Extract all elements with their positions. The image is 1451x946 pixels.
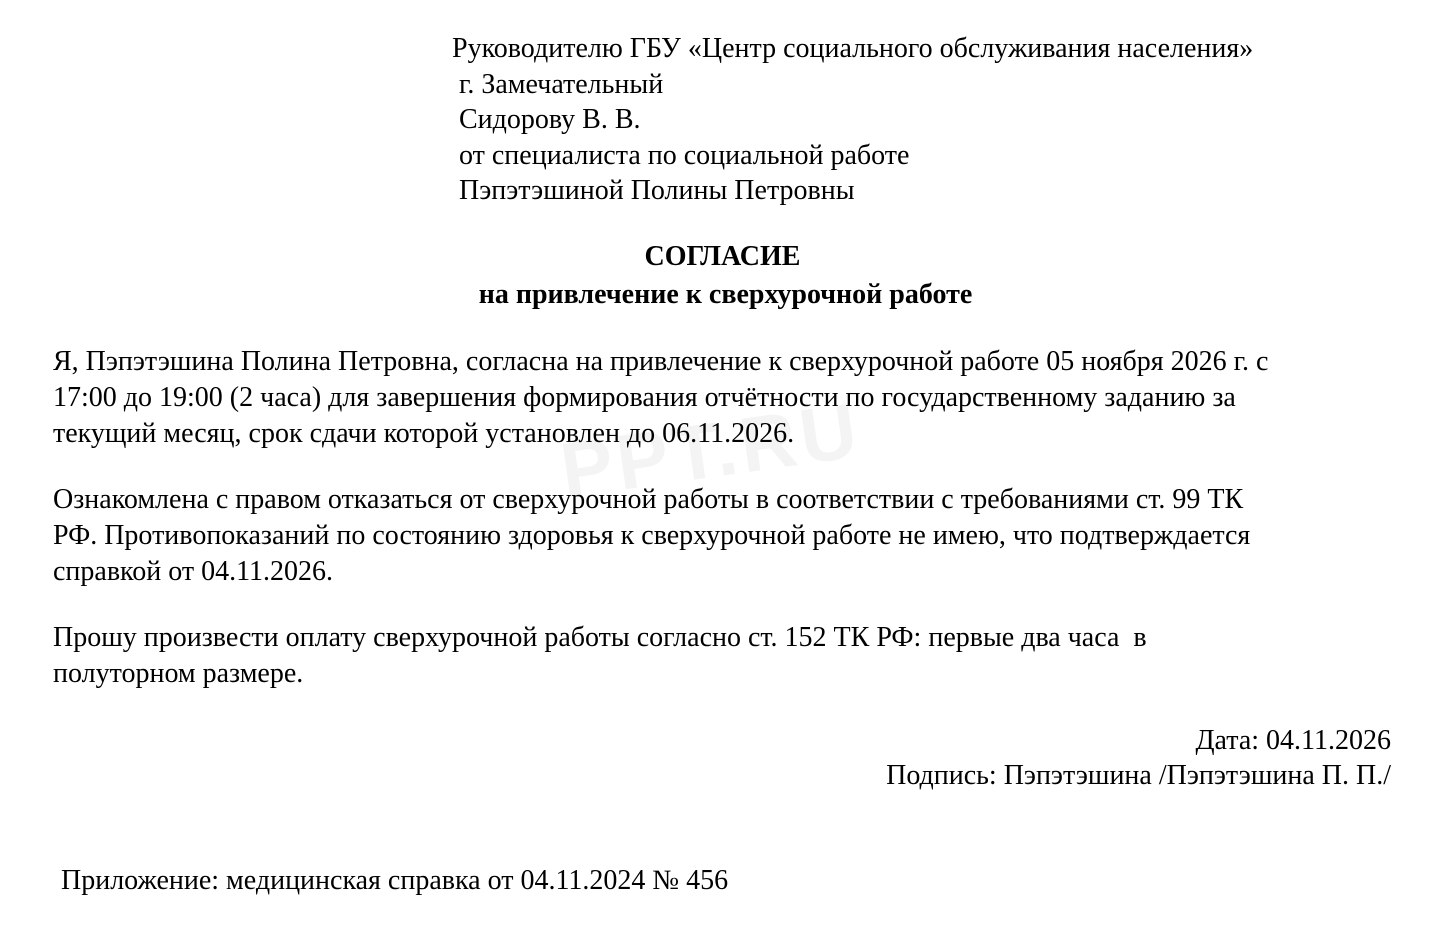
document-subtitle: на привлечение к сверхурочной работе [478, 279, 973, 310]
paragraph-payment-request [53, 620, 1398, 692]
paragraph-line: Ознакомлена с правом отказаться от сверхурочной работы в соответствии с требованиями ст. 99 ТК [53, 484, 1244, 515]
signature-line: Подпись: Пэпэтэшина /Пэпэтэшина П. П./ [886, 760, 1391, 791]
paragraph-consent [53, 344, 1398, 452]
paragraph-acknowledgement [53, 482, 1398, 590]
paragraph-line: РФ. Противопоказаний по состоянию здоровья к сверхурочной работе не имею, что подтверждается [53, 520, 1251, 551]
paragraph-line: полуторном размере. [53, 658, 304, 689]
paragraph-line: текущий месяц, срок сдачи которой установлен до 06.11.2026. [53, 418, 795, 449]
addressee-line-city: г. Замечательный [459, 68, 664, 100]
paragraph-line: справкой от 04.11.2026. [53, 556, 334, 587]
addressee-line-sender: Пэпэтэшиной Полины Петровны [459, 175, 855, 206]
document-title: СОГЛАСИЕ [644, 241, 801, 272]
paragraph-line: Прошу произвести оплату сверхурочной работы согласно ст. 152 ТК РФ: первые два часа в [53, 622, 1147, 653]
paragraph-line: Я, Пэпэтэшина Полина Петровна, согласна на привлечение к сверхурочной работе 05 ноября 2026 г. с [53, 346, 1269, 377]
addressee-line-head: Руководителю ГБУ «Центр социального обслуживания населения» [452, 33, 1254, 64]
addressee-block [452, 31, 1253, 209]
signature-date: Дата: 04.11.2026 [1195, 725, 1391, 756]
addressee-line-name: Сидорову В. В. [459, 104, 641, 135]
addressee-line-from: от специалиста по социальной работе [459, 139, 910, 171]
appendix-line: Приложение: медицинская справка от 04.11.2024 № 456 [61, 865, 729, 896]
paragraph-line: 17:00 до 19:00 (2 часа) для завершения формирования отчётности по государственному заданию за [53, 382, 1236, 413]
